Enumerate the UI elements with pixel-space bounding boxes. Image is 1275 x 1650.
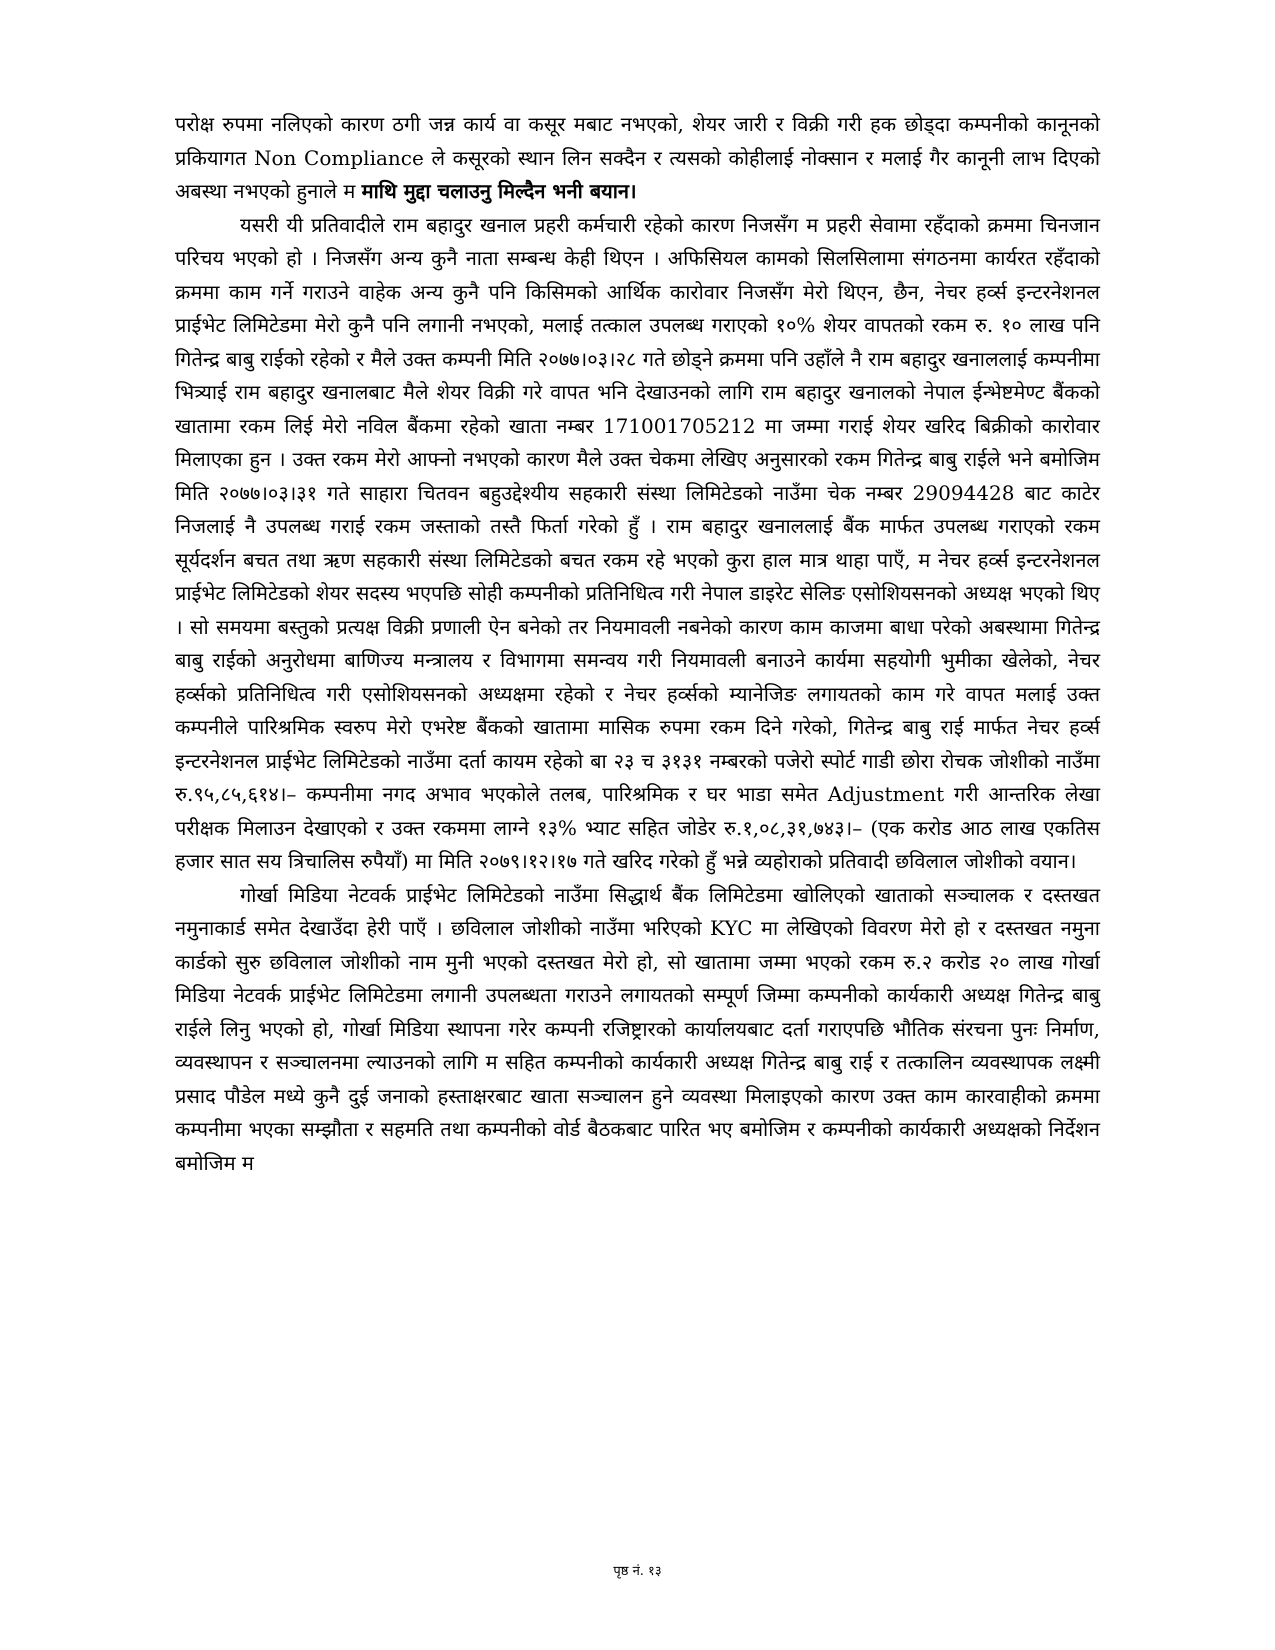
page-number: पृष्ठ नं. १३	[613, 1564, 662, 1579]
paragraph-3: गोर्खा मिडिया नेटवर्क प्राईभेट लिमिटेडको नाउँमा सिद्धार्थ बैंक लिमिटेडमा खोलिएको खाताको सञ्चालक र दस्तखत नमुनाकार्ड समेत देखाउँदा हेरी पाएँ । छविलाल जोशीको नाउँमा भरिएको KYC मा लेखिएको विवरण मेरो हो र दस्तखत नमुना कार्डको सुरु छविलाल जोशीको नाम मुनी भएको दस्तखत मेरो हो, सो खातामा जम्मा भएको रकम रु.२ करोड २० लाख गोर्खा मिडिया नेटवर्क प्राईभेट लिमिटेडमा लगानी उपलब्धता गराउने लगायतको सम्पूर्ण जिम्मा कम्पनीको कार्यकारी अध्यक्ष गितेन्द्र बाबु राईले लिनु भएको हो, गोर्खा मिडिया स्थापना गरेर कम्पनी रजिष्ट्रारको कार्यालयबाट दर्ता गराएपछि भौतिक संरचना पुनः निर्माण, व्यवस्थापन र सञ्चालनमा ल्याउनको लागि म सहित कम्पनीको कार्यकारी अध्यक्ष गितेन्द्र बाबु राई र तत्कालिन व्यवस्थापक लक्ष्मी प्रसाद पौडेल मध्ये कुनै दुई जनाको हस्ताक्षरबाट खाता सञ्चालन हुने व्यवस्था मिलाइएको कारण उक्त काम कारवाहीको क्रममा कम्पनीमा भएका सम्झौता र सहमति तथा कम्पनीको वोर्ड बैठकबाट पारित भए बमोजिम र कम्पनीको कार्यकारी अध्यक्षको निर्देशन बमोजिम म	[175, 882, 1100, 1175]
paragraph-1-bold-conclusion: माथि मुद्दा चलाउनु मिल्दैन भनी बयान।	[361, 179, 637, 203]
paragraph-2: यसरी यी प्रतिवादीले राम बहादुर खनाल प्रहरी कर्मचारी रहेको कारण निजसँग म प्रहरी सेवामा रहँदाको क्रममा चिनजान परिचय भएको हो । निजसँग अन्य कुनै नाता सम्बन्ध केही थिएन । अफिसियल कामको सिलसिलामा संगठनमा कार्यरत रहँदाको क्रममा काम गर्ने गराउने वाहेक अन्य कुनै पनि किसिमको आर्थिक कारोवार निजसँग मेरो थिएन, छैन, नेचर हर्व्स इन्टरनेशनल प्राईभेट लिमिटेडमा मेरो कुनै पनि लगानी नभएको, मलाई तत्काल उपलब्ध गराएको १०% शेयर वापतको रकम रु. १० लाख पनि गितेन्द्र बाबु राईको रहेको र मैले उक्त कम्पनी मिति २०७७।०३।२८ गते छोड्ने क्रममा पनि उहाँले नै राम बहादुर खनाललाई कम्पनीमा भित्र्याई राम बहादुर खनालबाट मैले शेयर विक्री गरे वापत भनि देखाउनको लागि राम बहादुर खनालको नेपाल ईन्भेष्टमेण्ट बैंकको खातामा रकम लिई मेरो नविल बैंकमा रहेको खाता नम्बर 17100170521​2 मा जम्मा गराई शेयर खरिद बिक्रीको कारोवार मिलाएका हुन । उक्त रकम मेरो आफ्नो नभएको कारण मैले उक्त चेकमा लेखिए अनुसारको रकम गितेन्द्र बाबु राईले भने बमोजिम मिति २०७७।०३।३१ गते साहारा चितवन बहुउद्देश्यीय सहकारी संस्था लिमिटेडको नाउँमा चेक नम्बर 29094428 बाट काटेर निजलाई नै उपलब्ध गराई रकम जस्ताको तस्तै फिर्ता गरेको हुँ । राम बहादुर खनाललाई बैंक मार्फत उपलब्ध गराएको रकम सूर्यदर्शन बचत तथा ऋण सहकारी संस्था लिमिटेडको बचत रकम रहे भएको कुरा हाल मात्र थाहा पाएँ, म नेचर हर्व्स इन्टरनेशनल प्राईभेट लिमिटेडको शेयर सदस्य भएपछि सोही कम्पनीको प्रतिनिधित्व गरी नेपाल डाइरेट सेलिङ एसोशियसनको अध्यक्ष भएको थिए । सो समयमा बस्तुको प्रत्यक्ष विक्री प्रणाली ऐन बनेको तर नियमावली नबनेको कारण काम काजमा बाधा परेको अबस्थामा गितेन्द्र बाबु राईको अनुरोधमा बाणिज्य मन्त्रालय र विभागमा समन्वय गरी नियमावली बनाउने कार्यमा सहयोगी भुमीका खेलेको, नेचर हर्व्सको प्रतिनिधित्व गरी एसोशियसनको अध्यक्षमा रहेको र नेचर हर्व्सको म्यानेजिङ लगायतको काम गरे वापत मलाई उक्त कम्पनीले पारिश्रमिक स्वरुप मेरो एभरेष्ट बैंकको खातामा मासिक रुपमा रकम दिने गरेको, गितेन्द्र बाबु राई मार्फत नेचर हर्व्स इन्टरनेशनल प्राईभेट लिमिटेडको नाउँमा दर्ता कायम रहेको बा २३ च ३१३१ नम्बरको पजेरो स्पोर्ट गाडी छोरा रोचक जोशीको नाउँमा रु.९५,८५,६१४।– कम्पनीमा नगद अभाव भएकोले तलब, पारिश्रमिक र घर भाडा समेत Adjustment गरी आन्तरिक लेखा परीक्षक मिलाउन देखाएको र उक्त रकममा लाग्ने १३% भ्याट सहित जोडेर रु.१,०८,३१,७४३।– (एक करोड आठ लाख एकतिस हजार सात सय त्रिचालिस रुपैयाँ) मा मिति २०७९।१२।१७ गते खरिद गरेको हुँ भन्ने व्यहोराको प्रतिवादी छविलाल जोशीको वयान।	[175, 212, 1100, 873]
paragraph-1-text: परोक्ष रुपमा नलिएको कारण ठगी जन्न कार्य वा कसूर मबाट नभएको, शेयर जारी र विक्री गरी हक छोड्दा कम्पनीको कानूनको प्रकियागत Non Compliance ले कसूरको स्थान लिन सक्दैन र त्यसको कोहीलाई नोक्सान र मलाई गैर कानूनी लाभ दिएको अबस्था नभएको हुनाले म	[175, 112, 1100, 203]
document-body	[175, 108, 1100, 1180]
paragraph-1	[175, 108, 1100, 209]
